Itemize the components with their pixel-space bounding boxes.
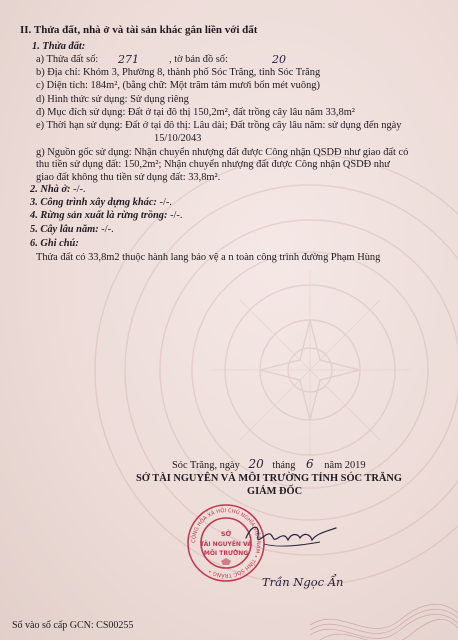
origin-line-1: g) Nguồn gốc sử dụng: Nhận chuyển nhượng đất được Công nhận QSDĐ như giao đất có xyxy=(36,147,409,158)
guilloche-pattern xyxy=(310,575,458,640)
seal-center-bot: MÔI TRƯỜNG xyxy=(203,550,249,557)
usage-term-date: 15/10/2043 xyxy=(154,133,202,144)
area-line: c) Diện tích: 184m², (bằng chữ: Một trăm tám mươi bốn mét vuông) xyxy=(36,80,320,91)
registry-number: Số vào sổ cấp GCN: CS00255 xyxy=(12,620,134,631)
map-sheet-value: 20 xyxy=(272,53,286,66)
address-line: b) Địa chỉ: Khóm 3, Phường 8, thành phố Sóc Trăng, tỉnh Sóc Trăng xyxy=(36,67,321,78)
map-sheet-label: , tờ bản đồ số: xyxy=(169,54,228,65)
perennial-label: 5. Cây lâu năm: xyxy=(30,224,99,235)
date-day: 20 xyxy=(248,457,264,471)
house-label: 2. Nhà ở: xyxy=(30,184,71,195)
parcel-number-value: 271 xyxy=(118,53,139,66)
forest-label: 4. Rừng sản xuất là rừng trồng: xyxy=(30,210,168,221)
forest-row xyxy=(30,209,182,222)
seal-ring-text: CỘNG HÒA XÃ HỘI CHỦ NGHĨA VIỆT NAM • TỈNH SÓC TRĂNG • xyxy=(190,507,262,579)
construction-value: -/-. xyxy=(156,197,172,208)
date-prefix: Sóc Trăng, ngày xyxy=(172,460,240,471)
notes-label: 6. Ghi chú: xyxy=(30,238,79,249)
seal-center-mid: TÀI NGUYÊN VÀ xyxy=(200,541,252,548)
origin-line-3: giao đất không thu tiền sử dụng đất: 33,8m². xyxy=(36,172,221,183)
forest-value: -/-. xyxy=(167,210,183,221)
land-heading: 1. Thửa đất: xyxy=(32,41,86,52)
construction-row xyxy=(30,196,172,209)
house-value: -/-. xyxy=(70,184,86,195)
date-year: năm 2019 xyxy=(324,460,366,471)
perennial-row xyxy=(30,223,114,236)
parcel-number-label: a) Thửa đất số: xyxy=(36,54,99,65)
seal-center-top: SỞ xyxy=(220,530,232,538)
section-title: II. Thửa đất, nhà ở và tài sản khác gắn liền với đất xyxy=(20,24,258,36)
origin-line-2: thu tiền sử dụng đất: 150,2m²; Nhận chuyển nhượng đất được Công nhận QSDĐ như xyxy=(36,159,390,170)
usage-term-line: e) Thời hạn sử dụng: Đất ở tại đô thị: Lâu dài; Đất trồng cây lâu năm: sử dụng đến ngày xyxy=(36,120,402,131)
authority-name: SỞ TÀI NGUYÊN VÀ MÔI TRƯỜNG TỈNH SÓC TRĂNG xyxy=(136,473,402,484)
signing-date xyxy=(172,458,366,472)
construction-label: 3. Công trình xây dựng khác: xyxy=(30,197,157,208)
signer-name: Trần Ngọc Ẩn xyxy=(262,575,344,589)
usage-form-line: d) Hình thức sử dụng: Sử dụng riêng xyxy=(36,94,189,105)
notes-text: Thửa đất có 33,8m2 thuộc hành lang bảo vệ a n toàn công trình đường Phạm Hùng xyxy=(36,252,381,263)
parcel-row xyxy=(36,53,286,66)
date-month-label: tháng xyxy=(272,460,296,471)
usage-purpose-line: đ) Mục đích sử dụng: Đất ở tại đô thị 150,2m², đất trồng cây lâu năm 33,8m² xyxy=(36,107,355,118)
house-row xyxy=(30,183,86,196)
signature-mark xyxy=(238,510,348,560)
date-month: 6 xyxy=(306,457,314,471)
perennial-value: -/-. xyxy=(98,224,114,235)
signer-position: GIÁM ĐỐC xyxy=(247,486,303,497)
